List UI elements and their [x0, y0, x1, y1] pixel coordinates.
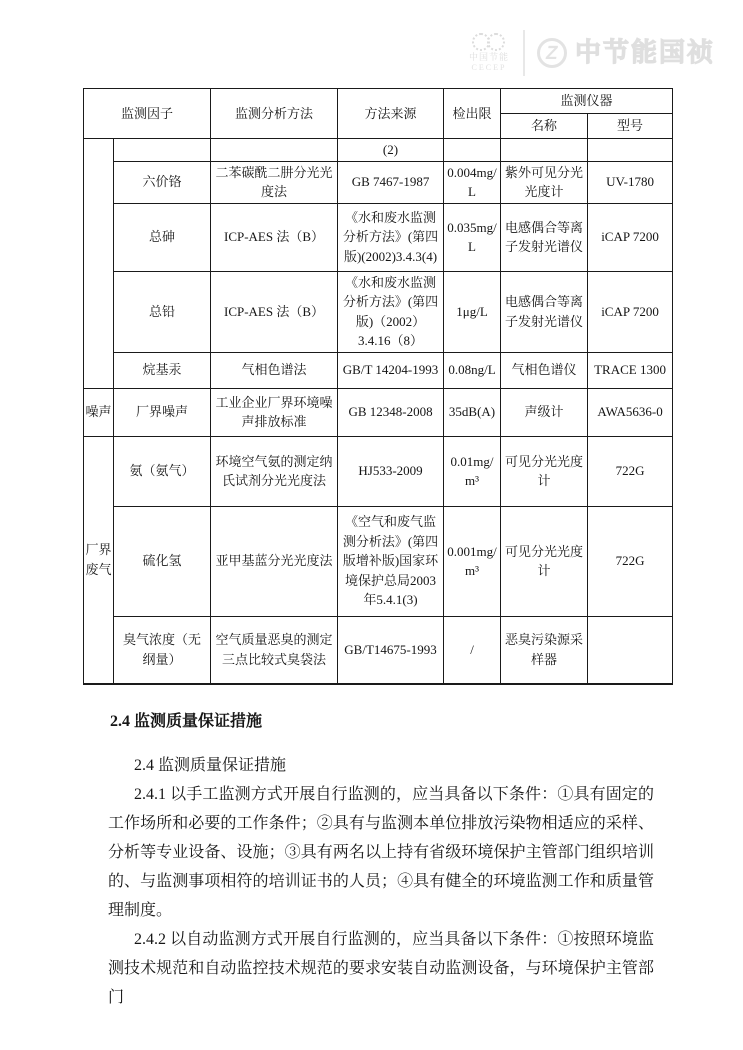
cecep-chinese-name: 中国节能 [468, 52, 509, 63]
cell-source: GB/T 14204-1993 [338, 352, 444, 388]
cell-method: 气相色谱法 [211, 352, 338, 388]
cell-source: 《水和废水监测分析方法》(第四版)(2002)3.4.3(4) [338, 203, 444, 271]
cell-factor: 总铅 [114, 271, 211, 352]
cell-source: GB 12348-2008 [338, 388, 444, 436]
cell-instrument-name: 可见分光光度计 [501, 506, 588, 616]
table-header-row [84, 89, 673, 114]
cell-instrument-name: 恶臭污染源采样器 [501, 616, 588, 684]
cell-limit: 35dB(A) [444, 388, 501, 436]
cecep-english-name: CECEP [471, 63, 507, 73]
cell-instrument-model: 722G [588, 436, 673, 506]
cell-limit: 0.035mg/L [444, 203, 501, 271]
col-header-instrument-model: 型号 [588, 114, 673, 139]
cell-method: 二苯碳酰二肼分光光度法 [211, 161, 338, 203]
cell-method [211, 139, 338, 162]
cell-group: 噪声 [84, 388, 114, 436]
table-row [84, 352, 673, 388]
cell-instrument-model [588, 139, 673, 162]
table-row [84, 506, 673, 616]
cell-instrument-model: AWA5636-0 [588, 388, 673, 436]
cell-factor [114, 139, 211, 162]
table-row [84, 203, 673, 271]
cell-limit: 0.004mg/L [444, 161, 501, 203]
z-letter: Z [544, 42, 560, 64]
cell-instrument-name [501, 139, 588, 162]
section-heading: 2.4 监测质量保证措施 [110, 713, 263, 730]
cell-limit: 0.001mg/m³ [444, 506, 501, 616]
circle-z-icon [537, 38, 567, 68]
cell-instrument-name: 电感偶合等离子发射光谱仪 [501, 271, 588, 352]
cell-instrument-model: 722G [588, 506, 673, 616]
cell-instrument-name: 气相色谱仪 [501, 352, 588, 388]
cell-limit: / [444, 616, 501, 684]
col-header-source: 方法来源 [338, 89, 444, 139]
cell-factor: 氨（氨气） [114, 436, 211, 506]
cell-source: HJ533-2009 [338, 436, 444, 506]
cell-factor: 六价铬 [114, 161, 211, 203]
company-name: 中节能国祯 [574, 38, 715, 67]
company-logo [469, 30, 715, 76]
cell-factor: 硫化氢 [114, 506, 211, 616]
cell-instrument-model: TRACE 1300 [588, 352, 673, 388]
cell-method: ICP-AES 法（B） [211, 271, 338, 352]
cell-factor: 臭气浓度（无纲量） [114, 616, 211, 684]
cell-method: 亚甲基蓝分光光度法 [211, 506, 338, 616]
cell-group [84, 139, 114, 389]
cell-instrument-model [588, 616, 673, 684]
cell-instrument-name: 电感偶合等离子发射光谱仪 [501, 203, 588, 271]
cell-limit: 0.01mg/m³ [444, 436, 501, 506]
cell-source: 《水和废水监测分析方法》(第四版)（2002）3.4.16（8） [338, 271, 444, 352]
section-2-4 [108, 707, 654, 1012]
table-row [84, 161, 673, 203]
cell-method: 工业企业厂界环境噪声排放标准 [211, 388, 338, 436]
col-header-instrument: 监测仪器 [501, 89, 673, 114]
cell-instrument-name: 声级计 [501, 388, 588, 436]
col-header-instrument-name: 名称 [501, 114, 588, 139]
table-row [84, 271, 673, 352]
cell-group: 厂界废气 [84, 436, 114, 684]
cell-factor: 总砷 [114, 203, 211, 271]
cell-factor: 厂界噪声 [114, 388, 211, 436]
col-header-limit: 检出限 [444, 89, 501, 139]
paragraph: 2.4 监测质量保证措施 [134, 757, 287, 774]
cell-source: GB 7467-1987 [338, 161, 444, 203]
cell-source: 《空气和废气监测分析法》(第四版增补版)国家环境保护总局2003年5.4.1(3) [338, 506, 444, 616]
cell-method: ICP-AES 法（B） [211, 203, 338, 271]
cell-factor: 烷基汞 [114, 352, 211, 388]
cell-method: 环境空气氨的测定纳氏试剂分光光度法 [211, 436, 338, 506]
table-row [84, 436, 673, 506]
cell-instrument-model: iCAP 7200 [588, 203, 673, 271]
cell-source: GB/T14675-1993 [338, 616, 444, 684]
paragraph: 2.4.2 以自动监测方式开展自行监测的，应当具备以下条件：①按照环境监测技术规范和自动监控技术规范的要求安装自动监测设备，与环境保护主管部门 [108, 931, 654, 1006]
cell-instrument-name: 可见分光光度计 [501, 436, 588, 506]
dot-ring-icon [487, 33, 505, 51]
col-header-method: 监测分析方法 [211, 89, 338, 139]
table-row [84, 388, 673, 436]
paragraph: 2.4.1 以手工监测方式开展自行监测的，应当具备以下条件：①具有固定的工作场所和必要的工作条件；②具有与监测本单位排放污染物相适应的采样、分析等专业设备、设施；③具有两名以上持有省级环境保护主管部门组织培训的、与监测事项相符的培训证书的人员；④具有健全的环境监测工作和质量管理制度。 [108, 786, 654, 919]
cell-limit: 1μg/L [444, 271, 501, 352]
cell-instrument-name: 紫外可见分光光度计 [501, 161, 588, 203]
cell-limit: 0.08ng/L [444, 352, 501, 388]
cell-method: 空气质量恶臭的测定三点比较式臭袋法 [211, 616, 338, 684]
cell-instrument-model: iCAP 7200 [588, 271, 673, 352]
cell-limit [444, 139, 501, 162]
cell-source: (2) [338, 139, 444, 162]
logo-divider [523, 30, 525, 76]
table-row [84, 616, 673, 684]
cell-instrument-model: UV-1780 [588, 161, 673, 203]
monitoring-table [83, 88, 673, 685]
table-row [84, 139, 673, 162]
cecep-logo-block [469, 33, 509, 72]
col-header-factor: 监测因子 [84, 89, 211, 139]
cecep-dots-icon [472, 33, 505, 51]
